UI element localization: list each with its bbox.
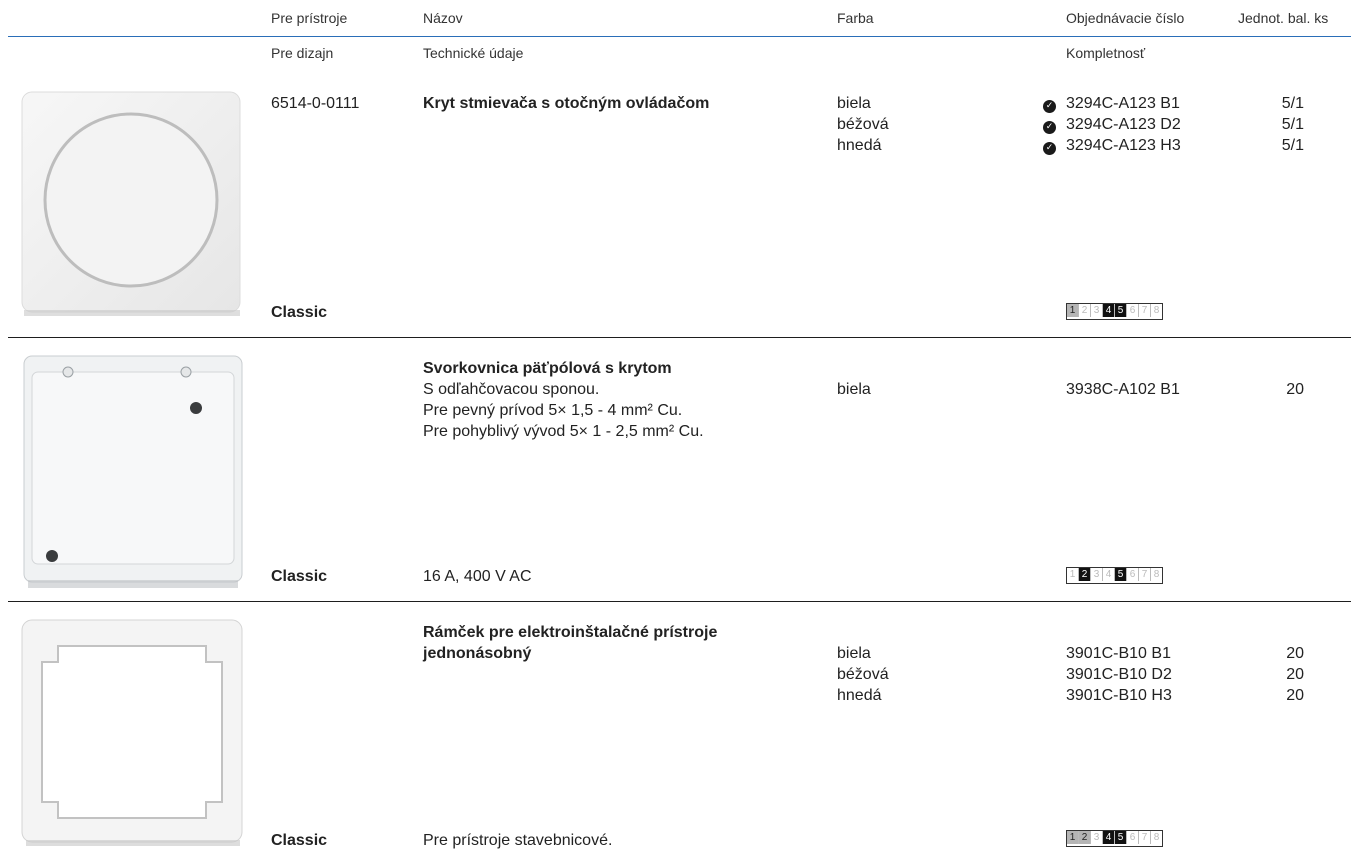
completeness-strip <box>1066 830 1163 847</box>
col-header-order-number: Objednávacie číslo <box>1066 10 1185 26</box>
strip-cell: 3 <box>1091 304 1103 317</box>
tech-note: Pre prístroje stavebnicové. <box>423 832 613 849</box>
strip-cell: 2 <box>1079 568 1091 581</box>
strip-cell: 1 <box>1067 304 1079 317</box>
strip-cell: 5 <box>1115 831 1127 844</box>
col-header-name: Názov <box>423 10 463 26</box>
product-title: Kryt stmievača s otočným ovládačom <box>423 95 710 112</box>
pack-units: 20 <box>1286 666 1304 683</box>
strip-cell: 5 <box>1115 568 1127 581</box>
product-title-block <box>423 622 717 664</box>
strip-cell: 1 <box>1067 831 1079 844</box>
check-icon: ✓ <box>1043 142 1056 155</box>
strip-cell: 8 <box>1151 568 1162 581</box>
header-divider <box>8 36 1351 37</box>
design-label: Classic <box>271 832 328 849</box>
strip-cell: 7 <box>1139 568 1151 581</box>
strip-cell: 4 <box>1103 304 1115 317</box>
order-number: 3294C-A123 H3 <box>1066 137 1181 154</box>
strip-cell: 3 <box>1091 831 1103 844</box>
color-item: biela <box>837 95 871 112</box>
strip-cell: 4 <box>1103 568 1115 581</box>
product-title: Rámček pre elektroinštalačné prístroje <box>423 624 718 641</box>
strip-cell: 2 <box>1079 831 1091 844</box>
color-item: biela <box>837 381 871 398</box>
product-title-line2: jednonásobný <box>423 645 532 662</box>
tech-note: 16 A, 400 V AC <box>423 568 532 585</box>
pack-units: 5/1 <box>1281 116 1304 133</box>
availability-checks <box>1043 93 1056 156</box>
pack-units: 20 <box>1286 381 1304 398</box>
pack-list <box>1250 93 1304 156</box>
strip-cell: 6 <box>1127 304 1139 317</box>
pack-units: 5/1 <box>1281 137 1304 154</box>
order-number: 3938C-A102 B1 <box>1066 381 1180 398</box>
order-number: 3901C-B10 H3 <box>1066 687 1172 704</box>
single-frame-image <box>18 614 248 850</box>
color-item: hnedá <box>837 137 882 154</box>
strip-cell: 6 <box>1127 831 1139 844</box>
detail-line: Pre pevný prívod 5× 1,5 - 4 mm² Cu. <box>423 402 683 419</box>
strip-cell: 7 <box>1139 831 1151 844</box>
detail-line: Pre pohyblivý vývod 5× 1 - 2,5 mm² Cu. <box>423 423 704 440</box>
order-number: 3294C-A123 D2 <box>1066 116 1181 133</box>
strip-cell: 2 <box>1079 304 1091 317</box>
order-number: 3901C-B10 B1 <box>1066 645 1171 662</box>
strip-cell: 6 <box>1127 568 1139 581</box>
terminal-block-image <box>18 350 248 592</box>
device-code: 6514-0-0111 <box>271 95 360 112</box>
color-item: hnedá <box>837 687 882 704</box>
order-number: 3294C-A123 B1 <box>1066 95 1180 112</box>
product-title: Svorkovnica päťpólová s krytom <box>423 360 672 377</box>
subheader-completeness: Kompletnosť <box>1066 45 1146 61</box>
color-item: béžová <box>837 116 889 133</box>
color-list <box>837 93 889 156</box>
strip-cell: 4 <box>1103 831 1115 844</box>
subheader-design: Pre dizajn <box>271 45 334 61</box>
pack-units: 5/1 <box>1281 95 1304 112</box>
col-header-devices: Pre prístroje <box>271 10 348 26</box>
dimmer-cover-image <box>18 88 248 320</box>
color-item: béžová <box>837 666 889 683</box>
strip-cell: 7 <box>1139 304 1151 317</box>
strip-cell: 3 <box>1091 568 1103 581</box>
detail-line: S odľahčovacou sponou. <box>423 381 600 398</box>
strip-cell: 8 <box>1151 831 1162 844</box>
order-number: 3901C-B10 D2 <box>1066 666 1172 683</box>
strip-cell: 5 <box>1115 304 1127 317</box>
color-list <box>837 643 889 706</box>
row-divider <box>8 337 1351 338</box>
design-label: Classic <box>271 304 328 321</box>
check-icon: ✓ <box>1043 121 1056 134</box>
completeness-strip <box>1066 303 1163 320</box>
strip-cell: 1 <box>1067 568 1079 581</box>
check-icon: ✓ <box>1043 100 1056 113</box>
details-list <box>423 379 704 442</box>
completeness-strip <box>1066 567 1163 584</box>
subheader-tech-data: Technické údaje <box>423 45 524 61</box>
pack-list <box>1250 643 1304 706</box>
strip-cell: 8 <box>1151 304 1162 317</box>
order-number-list <box>1066 643 1172 706</box>
order-number-list <box>1066 93 1181 156</box>
color-item: biela <box>837 645 871 662</box>
col-header-color: Farba <box>837 10 874 26</box>
design-label: Classic <box>271 568 328 585</box>
row-divider <box>8 601 1351 602</box>
pack-units: 20 <box>1286 687 1304 704</box>
col-header-pack-units: Jednot. bal. ks <box>1238 10 1329 26</box>
pack-units: 20 <box>1286 645 1304 662</box>
